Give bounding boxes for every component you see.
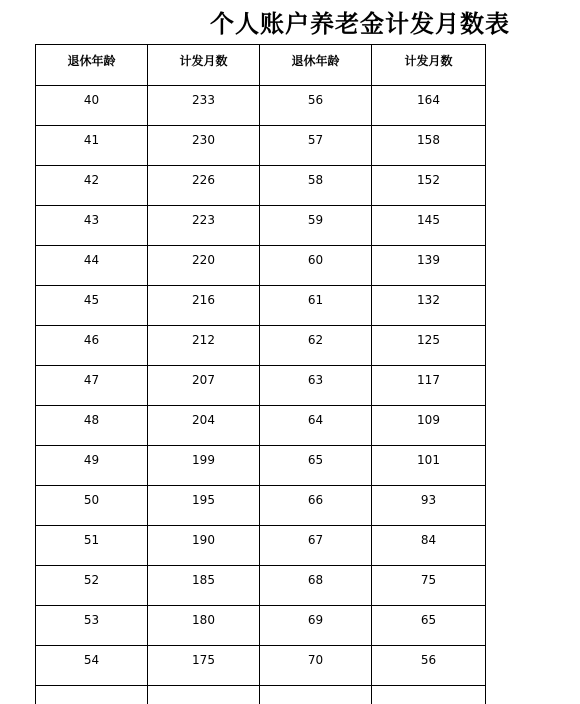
months-cell: 117 xyxy=(372,366,486,406)
retire-age-cell: 63 xyxy=(260,366,372,406)
retire-age-cell: 48 xyxy=(36,406,148,446)
months-cell: 223 xyxy=(148,206,260,246)
table-row xyxy=(36,86,486,126)
months-cell: 226 xyxy=(148,166,260,206)
retire-age-cell: 41 xyxy=(36,126,148,166)
table-row xyxy=(36,646,486,686)
retire-age-cell: 43 xyxy=(36,206,148,246)
months-cell: 180 xyxy=(148,606,260,646)
months-cell: 65 xyxy=(372,606,486,646)
months-cell: 75 xyxy=(372,566,486,606)
table-row xyxy=(36,486,486,526)
table-row xyxy=(36,686,486,704)
retire-age-cell: 69 xyxy=(260,606,372,646)
months-cell: 233 xyxy=(148,86,260,126)
months-cell: 56 xyxy=(372,646,486,686)
table-row xyxy=(36,166,486,206)
months-cell: 204 xyxy=(148,406,260,446)
table-row xyxy=(36,446,486,486)
months-cell: 158 xyxy=(372,126,486,166)
retire-age-cell: 49 xyxy=(36,446,148,486)
months-cell: 132 xyxy=(372,286,486,326)
months-cell: 195 xyxy=(148,486,260,526)
months-cell: 230 xyxy=(148,126,260,166)
retire-age-cell: 42 xyxy=(36,166,148,206)
retire-age-cell: 59 xyxy=(260,206,372,246)
table-row xyxy=(36,206,486,246)
table-row xyxy=(36,406,486,446)
pension-months-table xyxy=(35,44,486,704)
retire-age-cell: 70 xyxy=(260,646,372,686)
table-row xyxy=(36,566,486,606)
retire-age-cell: 50 xyxy=(36,486,148,526)
table-row xyxy=(36,126,486,166)
retire-age-cell: 45 xyxy=(36,286,148,326)
table-header-row xyxy=(36,45,486,86)
header-months-1: 计发月数 xyxy=(148,45,260,86)
months-cell: 109 xyxy=(372,406,486,446)
retire-age-cell: 51 xyxy=(36,526,148,566)
table-row xyxy=(36,366,486,406)
retire-age-cell: 60 xyxy=(260,246,372,286)
table-row xyxy=(36,606,486,646)
table-row xyxy=(36,246,486,286)
months-cell: 152 xyxy=(372,166,486,206)
header-retire-age-1: 退休年龄 xyxy=(36,45,148,86)
months-cell: 175 xyxy=(148,646,260,686)
months-cell: 139 xyxy=(372,246,486,286)
retire-age-cell: 62 xyxy=(260,326,372,366)
months-cell: 93 xyxy=(372,486,486,526)
months-cell: 185 xyxy=(148,566,260,606)
header-months-2: 计发月数 xyxy=(372,45,486,86)
retire-age-cell xyxy=(36,686,148,704)
retire-age-cell: 65 xyxy=(260,446,372,486)
table-row xyxy=(36,526,486,566)
retire-age-cell: 53 xyxy=(36,606,148,646)
retire-age-cell: 66 xyxy=(260,486,372,526)
table-body xyxy=(36,86,486,704)
retire-age-cell: 57 xyxy=(260,126,372,166)
retire-age-cell: 54 xyxy=(36,646,148,686)
retire-age-cell: 46 xyxy=(36,326,148,366)
retire-age-cell: 40 xyxy=(36,86,148,126)
months-cell: 164 xyxy=(372,86,486,126)
months-cell: 101 xyxy=(372,446,486,486)
months-cell: 199 xyxy=(148,446,260,486)
page-title: 个人账户养老金计发月数表 xyxy=(210,9,510,38)
retire-age-cell: 56 xyxy=(260,86,372,126)
retire-age-cell: 52 xyxy=(36,566,148,606)
retire-age-cell: 68 xyxy=(260,566,372,606)
retire-age-cell: 61 xyxy=(260,286,372,326)
retire-age-cell: 58 xyxy=(260,166,372,206)
months-cell: 145 xyxy=(372,206,486,246)
retire-age-cell xyxy=(260,686,372,704)
months-cell: 190 xyxy=(148,526,260,566)
months-cell xyxy=(148,686,260,704)
months-cell: 216 xyxy=(148,286,260,326)
months-cell: 212 xyxy=(148,326,260,366)
months-cell: 125 xyxy=(372,326,486,366)
months-cell xyxy=(372,686,486,704)
retire-age-cell: 64 xyxy=(260,406,372,446)
header-retire-age-2: 退休年龄 xyxy=(260,45,372,86)
months-cell: 207 xyxy=(148,366,260,406)
retire-age-cell: 47 xyxy=(36,366,148,406)
months-cell: 84 xyxy=(372,526,486,566)
retire-age-cell: 44 xyxy=(36,246,148,286)
retire-age-cell: 67 xyxy=(260,526,372,566)
table-row xyxy=(36,326,486,366)
table-row xyxy=(36,286,486,326)
months-cell: 220 xyxy=(148,246,260,286)
